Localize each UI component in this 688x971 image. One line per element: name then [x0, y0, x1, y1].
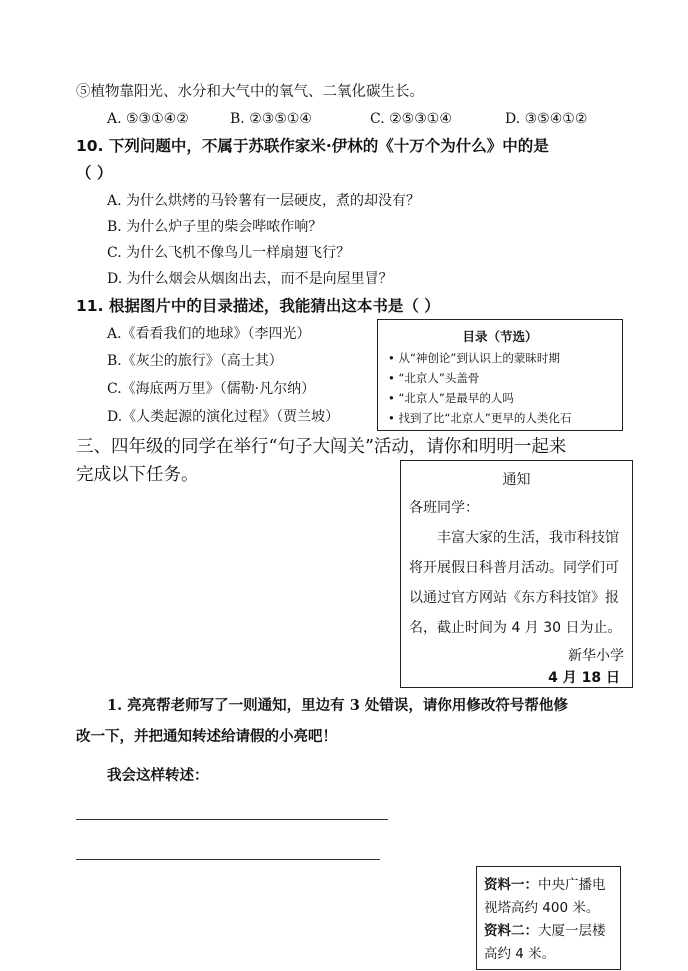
q10-stem: 10. 下列问题中，不属于苏联作家米·伊林的《十万个为什么》中的是 [76, 137, 549, 155]
q11-stem: 11. 根据图片中的目录描述，我能猜出这本书是（ ） [76, 297, 440, 315]
q10-option-c[interactable]: C. 为什么飞机不像鸟儿一样扇翅飞行？ [107, 245, 351, 261]
toc-title: 目录（节选） [462, 329, 538, 344]
notice-line: 名，截止时间为 4 月 30 日为止。 [409, 620, 622, 636]
answer-line-2[interactable] [76, 859, 380, 860]
toc-item: • 找到了比“北京人”更早的人类化石 [388, 411, 572, 425]
notice-signer: 新华小学 [568, 648, 624, 664]
notice-box [400, 460, 633, 688]
toc-excerpt-box [377, 319, 623, 431]
task1-line1: 1. 亮亮帮老师写了一则通知，里边有 3 处错误，请你用修改符号帮他修 [107, 697, 568, 714]
material-1-line1: 资料一：中央广播电 [484, 877, 606, 893]
q10-option-b[interactable]: B. 为什么炉子里的柴会哔哝作响？ [107, 219, 323, 235]
q11-option-d[interactable]: D.《人类起源的演化过程》（贾兰坡） [107, 409, 340, 425]
notice-line: 丰富大家的生活，我市科技馆 [437, 530, 619, 546]
materials-box [476, 866, 621, 970]
q9-option-a[interactable]: A. ⑤③①④② [107, 111, 189, 127]
notice-greeting: 各班同学： [409, 500, 479, 516]
q9-option-d[interactable]: D. ③⑤④①② [505, 111, 588, 127]
q11-option-b[interactable]: B.《灰尘的旅行》（高士其） [107, 353, 283, 369]
q11-option-c[interactable]: C.《海底两万里》（儒勒·凡尔纳） [107, 381, 316, 397]
q10-option-a[interactable]: A. 为什么烘烤的马铃薯有一层硬皮，煮的却没有？ [107, 193, 421, 209]
q9-option-c[interactable]: C. ②⑤③①④ [370, 111, 452, 127]
section3-heading-line1: 三、四年级的同学在举行“句子大闯关”活动，请你和明明一起来 [76, 437, 567, 457]
q10-option-d[interactable]: D. 为什么烟会从烟囱出去，而不是向屋里冒？ [107, 271, 393, 287]
toc-item: • “北京人”是最早的人吗 [388, 391, 514, 405]
task1-prompt: 我会这样转述： [107, 767, 209, 784]
answer-line-1[interactable] [76, 819, 388, 820]
notice-line: 将开展假日科普月活动。同学们可 [409, 560, 619, 576]
q11-option-a[interactable]: A.《看看我们的地球》（李四光） [107, 326, 311, 342]
toc-item: • “北京人”头盖骨 [388, 371, 480, 385]
q9-option-b[interactable]: B. ②③⑤①④ [230, 111, 312, 127]
task1-line2: 改一下，并把通知转述给请假的小亮吧！ [76, 728, 337, 745]
material-2-line1: 资料二：大厦一层楼 [484, 923, 606, 939]
notice-line: 以通过官方网站《东方科技馆》报 [409, 590, 619, 606]
q10-answer-blank[interactable]: （ ） [76, 164, 113, 182]
section3-heading-line2: 完成以下任务。 [76, 465, 199, 485]
notice-title: 通知 [502, 472, 531, 488]
toc-item: • 从“神创论”到认识上的蒙昧时期 [388, 351, 560, 365]
material-1-line2: 视塔高约 400 米。 [484, 900, 600, 916]
q9-item5: ⑤植物靠阳光、水分和大气中的氧气、二氧化碳生长。 [76, 84, 424, 100]
notice-date: 4 月 18 日 [548, 670, 620, 686]
material-2-line2: 高约 4 米。 [484, 946, 556, 962]
